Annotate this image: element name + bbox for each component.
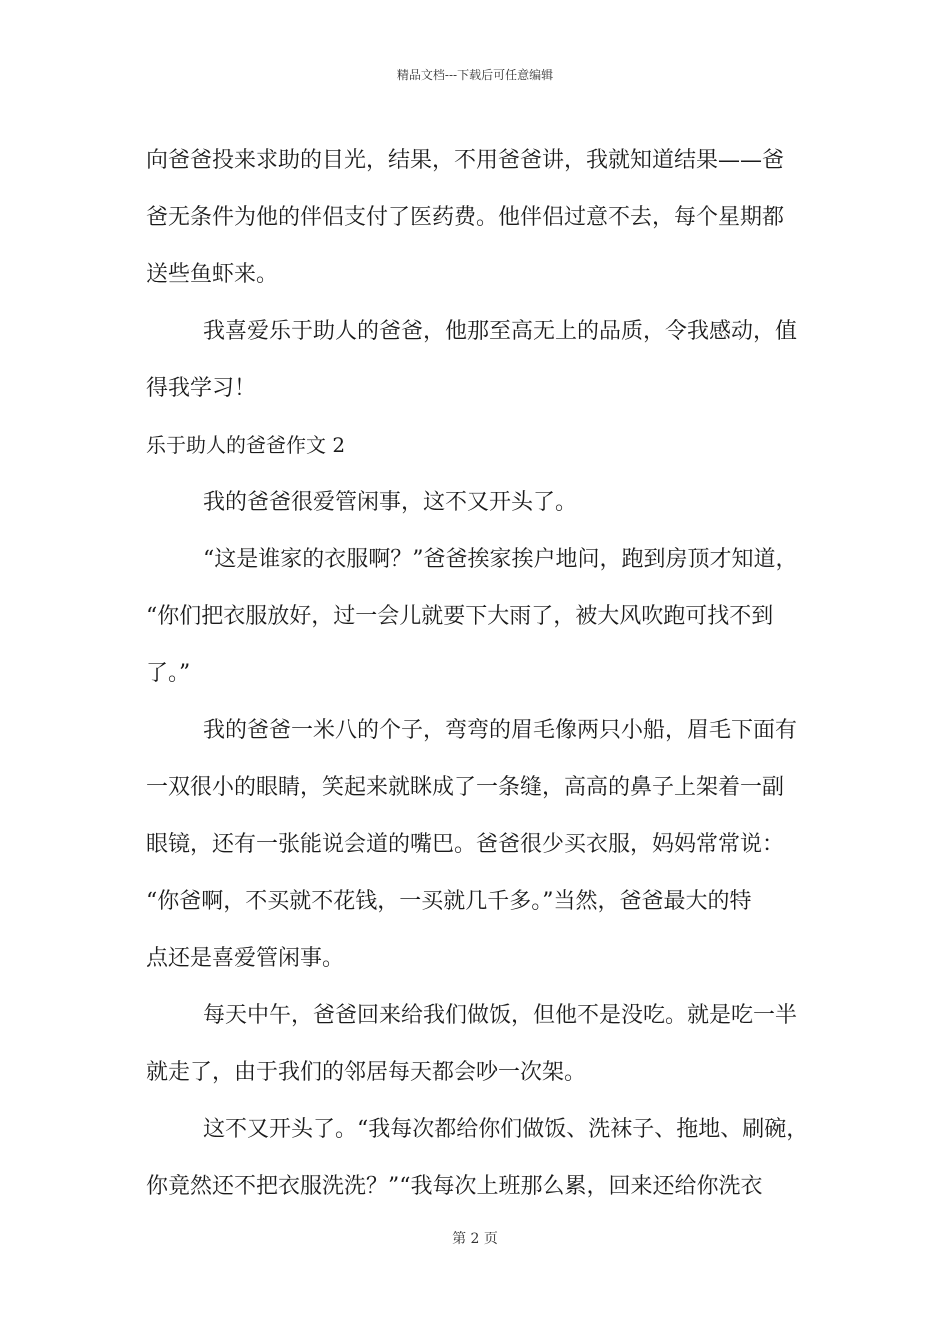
text-line: 一双很小的眼睛，笑起来就眯成了一条缝，高高的鼻子上架着一副 xyxy=(146,775,785,800)
text-line: 你竟然还不把衣服洗洗？”“我每次上班那么累，回来还给你洗衣 xyxy=(146,1174,763,1199)
paragraph-start: 每天中午，爸爸回来给我们做饭，但他不是没吃。就是吃一半 xyxy=(203,1003,798,1028)
paragraph-start: 我的爸爸一米八的个子，弯弯的眉毛像两只小船，眉毛下面有 xyxy=(203,718,798,743)
text-line: “你爸啊，不买就不花钱，一买就几千多。”当然，爸爸最大的特 xyxy=(146,889,752,914)
section-heading: 乐于助人的爸爸作文 2 xyxy=(146,433,346,457)
text-line: 向爸爸投来求助的目光，结果，不用爸爸讲，我就知道结果——爸 xyxy=(146,148,785,173)
text-line: 送些鱼虾来。 xyxy=(146,262,279,287)
text-line: 点还是喜爱管闲事。 xyxy=(146,946,345,971)
text-line: 就走了，由于我们的邻居每天都会吵一次架。 xyxy=(146,1060,587,1085)
text-line: 眼镜，还有一张能说会道的嘴巴。爸爸很少买衣服，妈妈常常说： xyxy=(146,832,785,857)
text-line: 爸无条件为他的伴侣支付了医药费。他伴侣过意不去，每个星期都 xyxy=(146,205,785,230)
paragraph-start: 我喜爱乐于助人的爸爸，他那至高无上的品质，令我感动，值 xyxy=(203,319,798,344)
document-body xyxy=(146,132,810,1215)
page-header: 精品文档---下载后可任意编辑 xyxy=(396,68,554,82)
text-line: 了。” xyxy=(146,661,191,686)
paragraph-start: “这是谁家的衣服啊？”爸爸挨家挨户地问，跑到房顶才知道， xyxy=(203,547,798,572)
paragraph-start: 这不又开头了。“我每次都给你们做饭、洗袜子、拖地、刷碗， xyxy=(203,1117,809,1142)
text-line: 得我学习！ xyxy=(146,376,257,401)
text-line: “你们把衣服放好，过一会儿就要下大雨了，被大风吹跑可找不到 xyxy=(146,604,774,629)
page-number: 第 2 页 xyxy=(452,1231,498,1247)
paragraph-start: 我的爸爸很爱管闲事，这不又开头了。 xyxy=(203,490,578,515)
